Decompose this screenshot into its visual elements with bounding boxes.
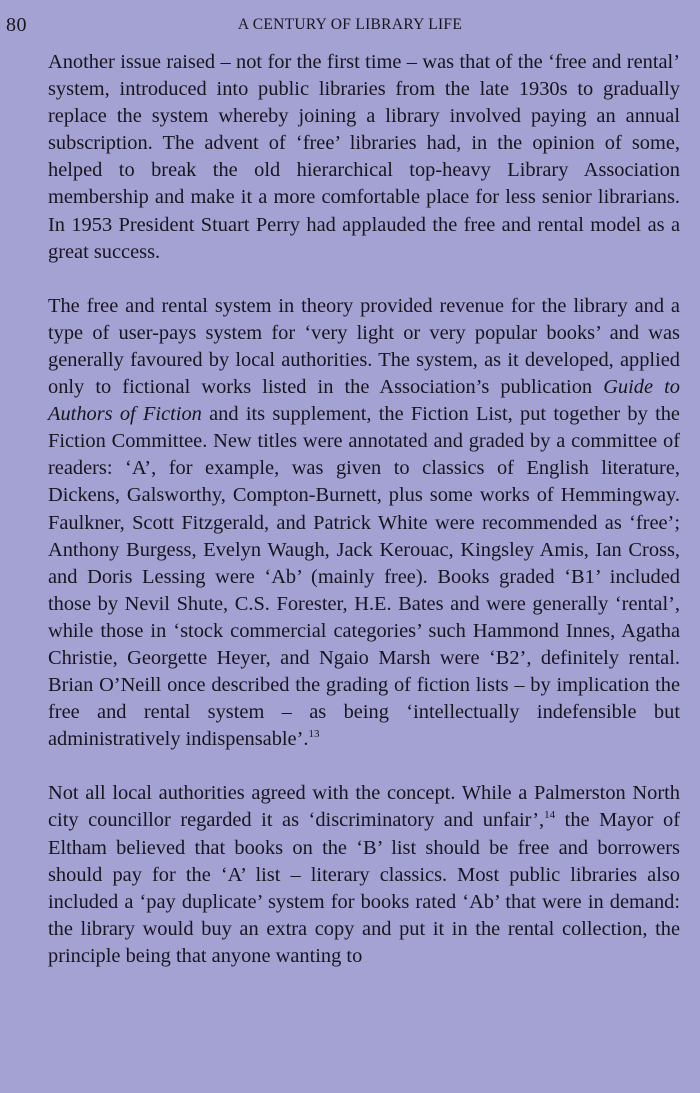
page-number: 80 (6, 14, 27, 36)
paragraph-3 (48, 780, 680, 970)
page-header (0, 10, 700, 38)
paragraph-1: Another issue raised – not for the first time – was that of the ‘free and rental’ system, introduced into public libraries from the late 1930s to gradually replace the system whereby joining a library involved paying an annual subscription. The advent of ‘free’ libraries had, in the opinion of some, helped to break the old hierarchical top-heavy Library Association membership and make it a more comfortable place for less senior librarians. In 1953 President Stuart Perry had applauded the free and rental model as a great success. (48, 51, 680, 263)
body-text (48, 49, 680, 970)
paragraph-3-text-a: Not all local authorities agreed with the concept. While a Palmerston North city councillor regarded it as ‘discriminatory and unfair’, (48, 782, 680, 832)
footnote-marker-14: 14 (544, 809, 556, 822)
paragraph-2-text-a: The free and rental system in theory provided revenue for the library and a type of user-pays system for ‘very light or very popular books’ and was generally favoured by local authorities. The system, as it developed, applied only to fictional works listed in the Association’s publication (48, 294, 680, 399)
paragraph-3-text-b: the Mayor of Eltham believed that books on the ‘B’ list should be free and borrowers should pay for the ‘A’ list – literary classics. Most public libraries also included a ‘pay duplicate’ system for books rated ‘Ab’ that were in demand: the library would buy an extra copy and put it in the rental collection, the principle being that anyone wanting to (48, 809, 680, 967)
book-title: Guide to Authors of Fiction (48, 376, 680, 426)
paragraph-2-text-b: and its supplement, the Fiction List, put together by the Fiction Committee. New titles were annotated and graded by a committee of readers: ‘A’, for example, was given to classics of English literature, Dickens, Galsworthy, Compton-Burnett, plus some works of Hemmingway. Faulkner, Scott Fitzgerald, and Patrick White were recommended as ‘free’; Anthony Burgess, Evelyn Waugh, Jack Kerouac, Kingsley Amis, Ian Cross, and Doris Lessing were ‘Ab’ (mainly free). Books graded ‘B1’ included those by Nevil Shute, C.S. Forester, H.E. Bates and were generally ‘rental’, while those in ‘stock commercial categories’ such Hammond Innes, Agatha Christie, Georgette Heyer, and Ngaio Marsh were ‘B2’, definitely rental. Brian O’Neill once described the grading of fiction lists – by implication the free and rental system – as being ‘intellectually indefensible but administratively indispensable’. (48, 403, 680, 751)
footnote-marker-13: 13 (308, 728, 320, 741)
running-head: A CENTURY OF LIBRARY LIFE (237, 16, 463, 33)
paragraph-2 (48, 293, 680, 754)
